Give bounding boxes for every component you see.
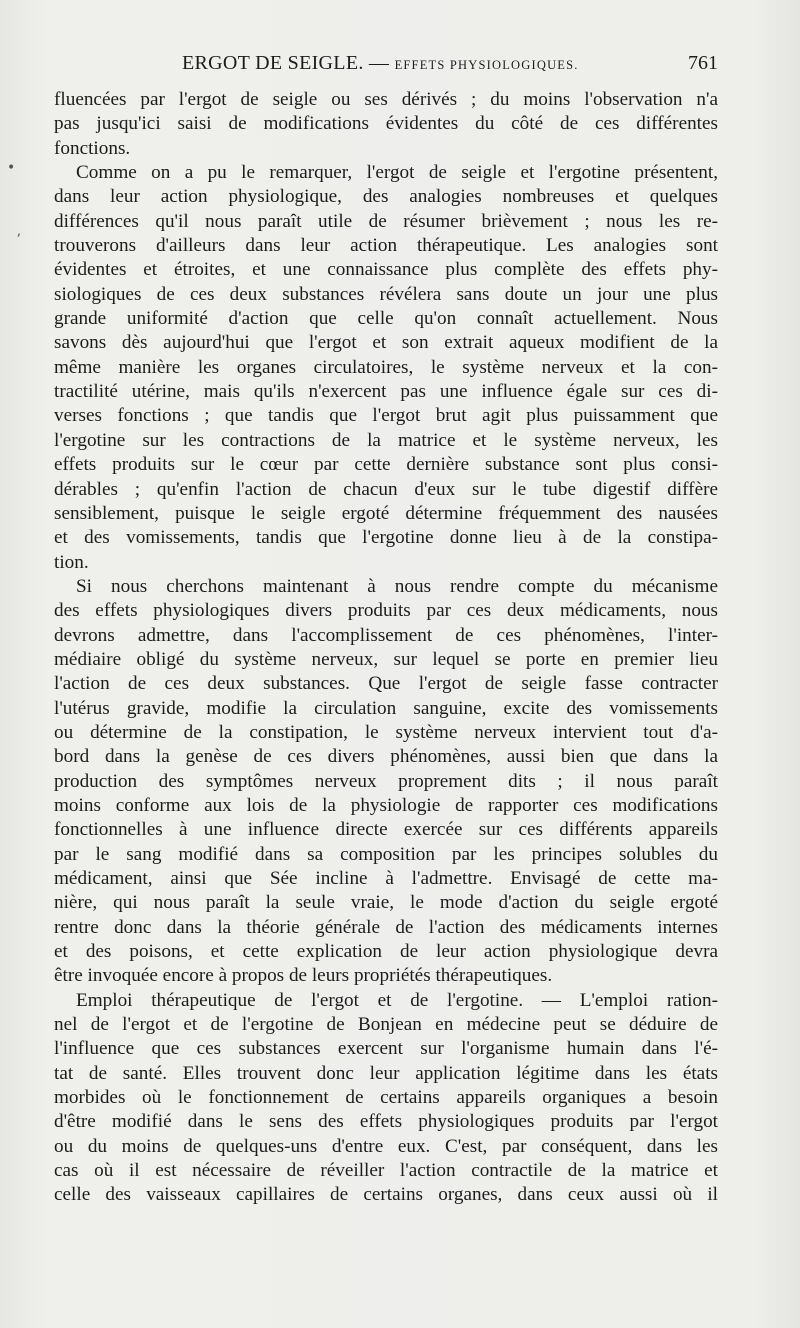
text-line: par le sang modifié dans sa composition par les principes solubles du <box>54 843 718 865</box>
text-line: ou du moins de quelques-uns d'entre eux. C'est, par conséquent, dans les <box>54 1135 718 1157</box>
text-line: bord dans la genèse de ces divers phénomènes, aussi bien que dans la <box>54 746 718 768</box>
text-line: fonctionnelles à une influence directe exercée sur ces différents appareils <box>54 819 718 841</box>
margin-mark: ʼ <box>16 232 21 248</box>
margin-mark: • <box>7 160 16 176</box>
text-line: sensiblement, puisque le seigle ergoté détermine fréquemment des nausées <box>54 502 718 524</box>
text-line: moins conforme aux lois de la physiologie de rapporter ces modifications <box>54 794 718 816</box>
text-line: rentre donc dans la théorie générale de l'action des médicaments internes <box>54 916 718 938</box>
text-line: siologiques de ces deux substances révélera sans doute un jour une plus <box>54 283 718 305</box>
text-line: dérables ; qu'enfin l'action de chacun d'eux sur le tube digestif diffère <box>54 478 718 500</box>
text-line: des effets physiologiques divers produits par ces deux médicaments, nous <box>54 600 718 622</box>
running-head-title: ERGOT DE SEIGLE. — <box>182 52 390 74</box>
text-line: médicament, ainsi que Sée incline à l'admettre. Envisagé de cette ma- <box>54 868 718 889</box>
text-line: fluencées par l'ergot de seigle ou ses dérivés ; du moins l'observation n'a <box>54 89 718 110</box>
section-heading-line: Emploi thérapeutique de l'ergot et de l'ergotine. — L'emploi ration- <box>76 989 718 1011</box>
text-line: morbides où le fonctionnement de certains appareils organiques a besoin <box>54 1087 718 1109</box>
text-line: trouverons d'ailleurs dans leur action thérapeutique. Les analogies sont <box>54 235 718 257</box>
text-line: et des poisons, et cette explication de leur action physiologique devra <box>54 941 718 963</box>
text-line: verses fonctions ; que tandis que l'ergot brut agit plus puissamment que <box>54 405 718 427</box>
text-line: l'utérus gravide, modifie la circulation sanguine, excite des vomissements <box>54 697 718 719</box>
text-line: d'être modifié dans le sens des effets physiologiques produits par l'ergot <box>54 1111 718 1133</box>
text-line: être invoquée encore à propos de leurs propriétés thérapeutiques. <box>54 965 553 987</box>
text-line: l'ergotine sur les contractions de la matrice et le système nerveux, les <box>54 429 718 451</box>
text-line: et des vomissements, tandis que l'ergotine donne lieu à de la constipa- <box>54 527 718 549</box>
text-line: Si nous cherchons maintenant à nous rendre compte du mécanisme <box>76 575 718 597</box>
text-line: l'action de ces deux substances. Que l'ergot de seigle fasse contracter <box>54 673 718 695</box>
text-line: évidentes et étroites, et une connaissance plus complète des effets phy- <box>54 259 718 281</box>
text-line: grande uniformité d'action que celle qu'on connaît actuellement. Nous <box>54 308 718 330</box>
text-line: celle des vaisseaux capillaires de certains organes, dans ceux aussi où il <box>54 1184 718 1206</box>
text-line: effets produits sur le cœur par cette dernière substance sont plus consi- <box>54 454 718 476</box>
page-number: 761 <box>688 52 718 74</box>
running-head-subtitle: EFFETS PHYSIOLOGIQUES. <box>394 58 579 72</box>
text-line: médiaire obligé du système nerveux, sur lequel se porte en premier lieu <box>54 648 718 670</box>
text-line: devrons admettre, dans l'accomplissement de ces phénomènes, l'inter- <box>54 624 718 646</box>
text-line: différences qu'il nous paraît utile de résumer brièvement ; nous les re- <box>54 210 718 232</box>
text-line: tat de santé. Elles trouvent donc leur application légitime dans les états <box>54 1062 718 1084</box>
text-line: production des symptômes nerveux proprement dits ; il nous paraît <box>54 770 718 792</box>
text-line: Comme on a pu le remarquer, l'ergot de seigle et l'ergotine présentent, <box>76 162 718 184</box>
text-line: nière, qui nous paraît la seule vraie, le mode d'action du seigle ergoté <box>54 892 718 914</box>
text-line: même manière les organes circulatoires, le système nerveux et la con- <box>54 356 718 378</box>
body-text <box>54 88 718 1208</box>
text-line: savons dès aujourd'hui que l'ergot et son extrait aqueux modifient de la <box>54 332 718 354</box>
text-line: nel de l'ergot et de l'ergotine de Bonjean en médecine peut se déduire de <box>54 1014 718 1036</box>
text-line: pas jusqu'ici saisi de modifications évidentes du côté de ces différentes <box>54 113 718 135</box>
text-line: cas où il est nécessaire de réveiller l'action contractile de la matrice et <box>54 1160 718 1182</box>
text-line: dans leur action physiologique, des analogies nombreuses et quelques <box>54 186 718 208</box>
text-line: tion. <box>54 551 89 573</box>
page-header <box>54 52 718 80</box>
text-line: l'influence que ces substances exercent sur l'organisme humain dans l'é- <box>54 1038 718 1060</box>
text-line: tractilité utérine, mais qu'ils n'exercent pas une influence égale sur ces di- <box>54 381 718 403</box>
text-line: fonctions. <box>54 137 131 159</box>
text-line: ou détermine de la constipation, le système nerveux intervient tout d'a- <box>54 721 718 743</box>
running-head <box>182 52 579 75</box>
